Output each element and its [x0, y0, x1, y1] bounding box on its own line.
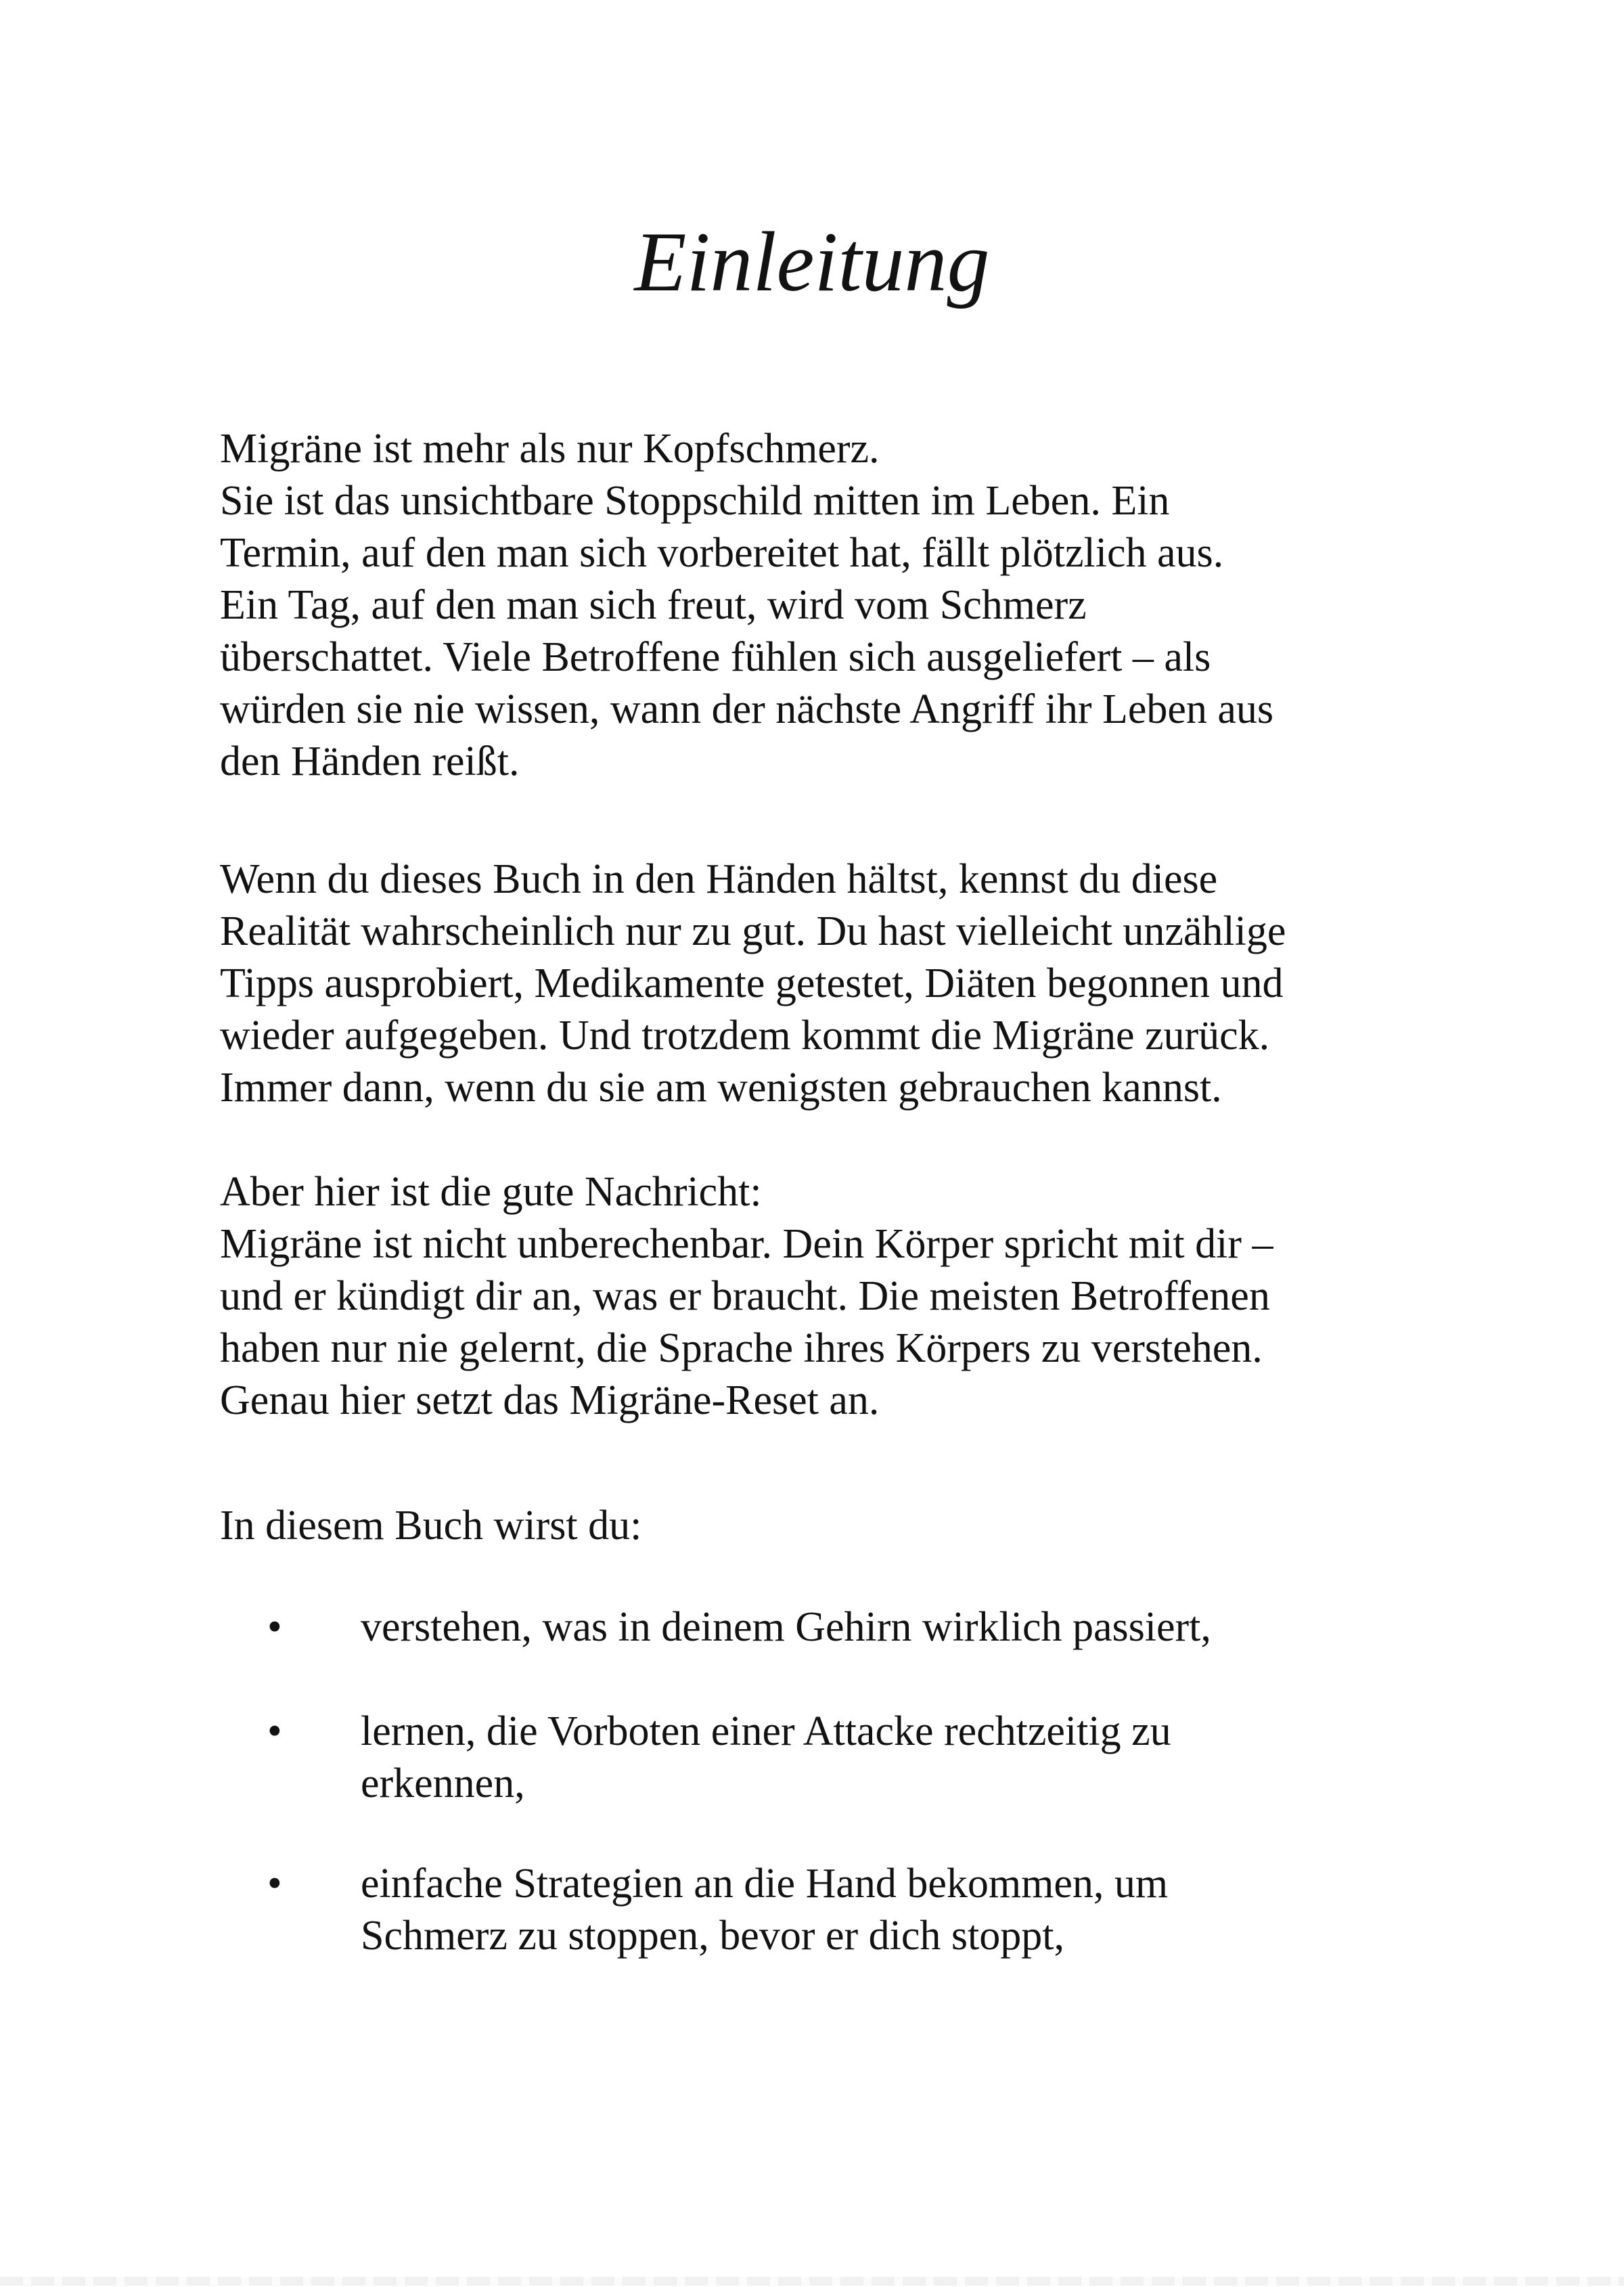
text-line: erkennen,	[361, 1760, 525, 1806]
text-line: haben nur nie gelernt, die Sprache ihres Körpers zu verstehen.	[220, 1325, 1263, 1371]
bullet-text	[361, 1858, 1391, 1962]
text-line: lernen, die Vorboten einer Attacke rechtzeitig zu	[361, 1708, 1171, 1754]
text-line: Realität wahrscheinlich nur zu gut. Du hast vielleicht unzählige	[220, 908, 1286, 954]
text-line: Immer dann, wenn du sie am wenigsten gebrauchen kannst.	[220, 1065, 1222, 1111]
bullet-dot-icon: •	[267, 1861, 282, 1907]
text-line: einfache Strategien an die Hand bekommen, um	[361, 1861, 1169, 1907]
text-line: verstehen, was in deinem Gehirn wirklich passiert,	[361, 1604, 1211, 1650]
text-line: und er kündigt dir an, was er braucht. Die meisten Betroffenen	[220, 1273, 1270, 1319]
text-line: Migräne ist nicht unberechenbar. Dein Körper spricht mit dir –	[220, 1221, 1273, 1267]
bullet-text	[361, 1706, 1391, 1810]
text-line: wieder aufgegeben. Und trotzdem kommt die Migräne zurück.	[220, 1013, 1270, 1059]
text-line: Tipps ausprobiert, Medikamente getestet, Diäten begonnen und	[220, 960, 1284, 1006]
paragraph-1	[220, 423, 1391, 788]
bullet-item-2	[220, 1706, 1391, 1810]
text-line: Wenn du dieses Buch in den Händen hältst, kennst du diese	[220, 856, 1218, 902]
bullet-dot-icon: •	[267, 1604, 282, 1650]
bullet-dot-icon: •	[267, 1708, 282, 1754]
text-line: Ein Tag, auf den man sich freut, wird vom Schmerz	[220, 582, 1087, 628]
text-line: Aber hier ist die gute Nachricht:	[220, 1169, 762, 1215]
bullet-item-1	[220, 1601, 1391, 1653]
text-line: In diesem Buch wirst du:	[220, 1503, 642, 1549]
paragraph-2	[220, 853, 1391, 1114]
text-line: den Händen reißt.	[220, 738, 520, 784]
paragraph-4	[220, 1500, 1391, 1552]
text-line: überschattet. Viele Betroffene fühlen sich ausgeliefert – als	[220, 634, 1211, 680]
body-text	[220, 423, 1391, 1962]
bullet-item-3	[220, 1858, 1391, 1962]
text-line: Migräne ist mehr als nur Kopfschmerz.	[220, 426, 880, 472]
paragraph-3	[220, 1166, 1391, 1427]
chapter-title: Einleitung	[634, 215, 990, 309]
text-line: Schmerz zu stoppen, bevor er dich stoppt,	[361, 1913, 1064, 1959]
text-line: Genau hier setzt das Migräne-Reset an.	[220, 1377, 880, 1423]
scan-edge-artifact	[0, 2277, 1624, 2286]
text-line: Sie ist das unsichtbare Stoppschild mitten im Leben. Ein	[220, 478, 1170, 524]
text-line: Termin, auf den man sich vorbereitet hat, fällt plötzlich aus.	[220, 530, 1224, 576]
bullet-text	[361, 1601, 1391, 1653]
text-line: würden sie nie wissen, wann der nächste Angriff ihr Leben aus	[220, 686, 1274, 732]
